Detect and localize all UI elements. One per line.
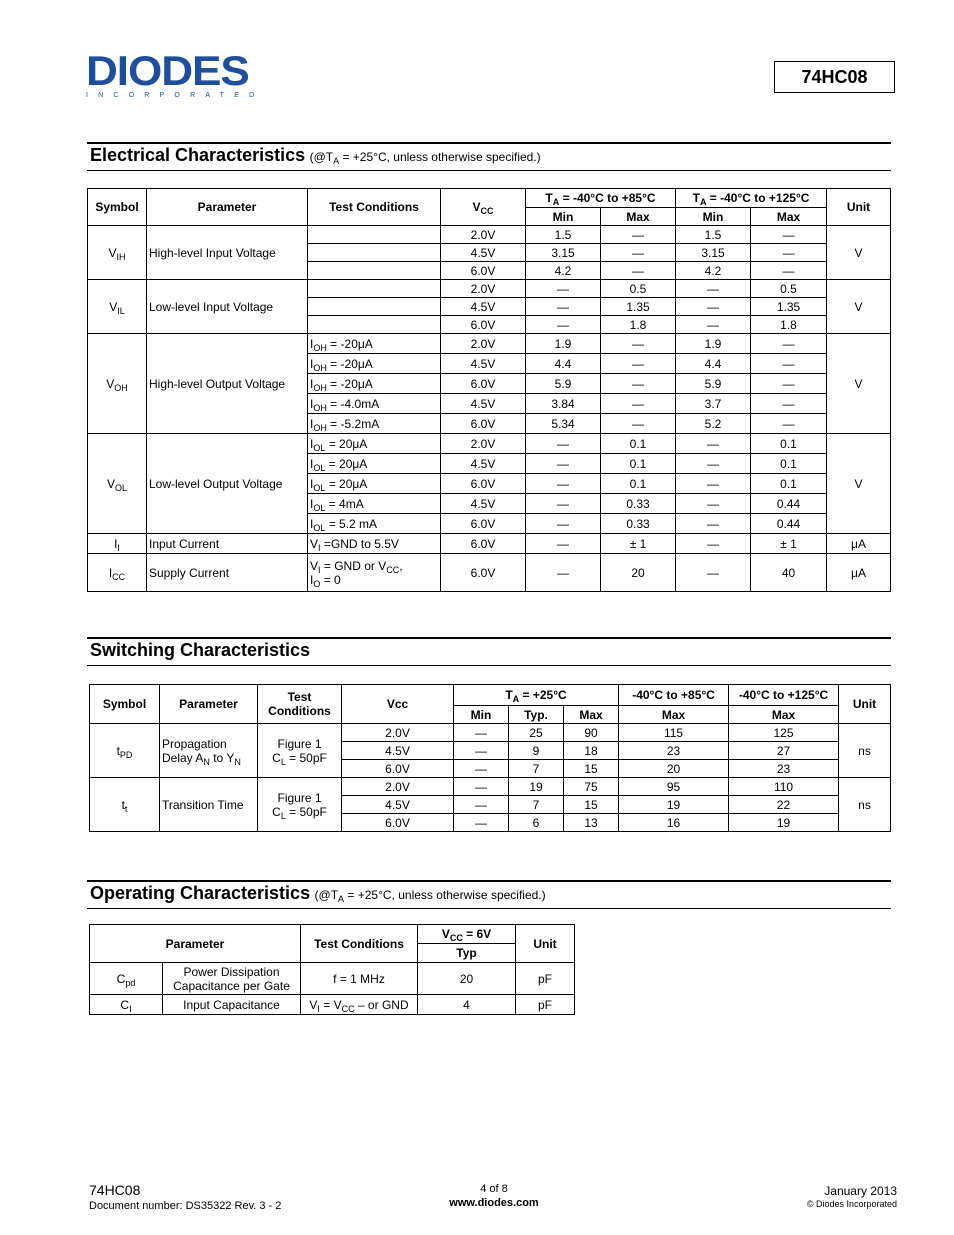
electrical-table (87, 188, 891, 592)
value-cell: 1.8 (601, 316, 676, 334)
sw-col-unit: Unit (839, 685, 891, 724)
condition-cell: $I_{OH} = -4.0mA$ (308, 394, 441, 414)
symbol-cell: $t_{PD}$ (90, 724, 160, 778)
electrical-subtitle: ($@T_A = +25^\circ C$, unless otherwise specified.) (309, 150, 541, 166)
parameter-cell: Power Dissipation Capacitance per Gate (163, 963, 301, 995)
vcc-cell: 6.0V (441, 262, 526, 280)
value-cell: — (751, 244, 827, 262)
value-cell: — (526, 514, 601, 534)
value-cell: 90 (564, 724, 619, 742)
switching-table (89, 684, 891, 832)
unit-cell: pF (516, 963, 575, 995)
operating-title: Operating Characteristics (90, 883, 311, 903)
value-cell: 1.35 (601, 298, 676, 316)
condition-cell (308, 244, 441, 262)
footer-page: 4 of 8 (480, 1183, 508, 1195)
value-cell: — (454, 742, 509, 760)
parameter-cell: High-level Output Voltage (147, 334, 308, 434)
value-cell: 1.8 (751, 316, 827, 334)
value-cell: 4.2 (676, 262, 751, 280)
value-cell: — (526, 494, 601, 514)
vcc-cell: 4.5V (441, 454, 526, 474)
value-cell: — (526, 454, 601, 474)
value-cell: 15 (564, 796, 619, 814)
value-cell: 0.5 (601, 280, 676, 298)
value-cell: 115 (619, 724, 729, 742)
value-cell: 25 (509, 724, 564, 742)
unit-cell: V (827, 226, 891, 280)
vcc-cell: 4.5V (441, 298, 526, 316)
vcc-cell: 4.5V (441, 354, 526, 374)
footer-doc-number: Document number: DS35322 Rev. 3 - 2 (89, 1200, 282, 1212)
condition-cell (308, 316, 441, 334)
value-cell: — (751, 262, 827, 280)
value-cell: 0.1 (751, 454, 827, 474)
table-row (90, 963, 575, 995)
op-col-parameter: Parameter (90, 925, 301, 963)
vcc-cell: 6.0V (342, 814, 454, 832)
vcc-cell: 6.0V (441, 554, 526, 592)
value-cell: 40 (751, 554, 827, 592)
vcc-cell: 6.0V (441, 534, 526, 554)
table-row (88, 280, 891, 298)
vcc-cell: 2.0V (441, 226, 526, 244)
value-cell: — (454, 760, 509, 778)
operating-section-header (87, 880, 891, 909)
condition-cell: $I_{OL} = 20\mu A$ (308, 454, 441, 474)
condition-cell: $V_I$ = GND or $V_{CC}$, $I_O = 0$ (308, 554, 441, 592)
value-cell: 18 (564, 742, 619, 760)
value-cell: 0.44 (751, 514, 827, 534)
value-cell: — (526, 280, 601, 298)
condition-cell: $I_{OH} = -20\mu A$ (308, 334, 441, 354)
vcc-cell: 6.0V (441, 474, 526, 494)
value-cell: 4.4 (526, 354, 601, 374)
value-cell: — (676, 494, 751, 514)
vcc-cell: 6.0V (342, 760, 454, 778)
col-symbol: Symbol (88, 189, 147, 226)
table-row (90, 724, 891, 742)
col-max-125: Max (751, 208, 827, 226)
value-cell: 23 (729, 760, 839, 778)
value-cell: ± 1 (751, 534, 827, 554)
value-cell: — (601, 394, 676, 414)
logo-wordmark: DIODES (86, 47, 249, 94)
vcc-cell: 6.0V (441, 374, 526, 394)
unit-cell: ns (839, 778, 891, 832)
value-cell: — (676, 298, 751, 316)
col-range-85: $T_A = -40^\circ C$ to +85°C (526, 189, 676, 208)
vcc-cell: 4.5V (441, 244, 526, 262)
value-cell: — (526, 298, 601, 316)
condition-cell: $I_{OL} = 4mA$ (308, 494, 441, 514)
value-cell: 19 (729, 814, 839, 832)
value-cell: — (751, 354, 827, 374)
value-cell: 19 (509, 778, 564, 796)
value-cell: 15 (564, 760, 619, 778)
condition-cell: $I_{OH} = -5.2mA$ (308, 414, 441, 434)
condition-cell: $I_{OL} = 20\mu A$ (308, 434, 441, 454)
parameter-cell: Supply Current (147, 554, 308, 592)
col-max-85: Max (601, 208, 676, 226)
value-cell: 20 (619, 760, 729, 778)
value-cell: 0.33 (601, 514, 676, 534)
symbol-cell: $t_t$ (90, 778, 160, 832)
op-col-vcc: $V_{CC} = 6V$ (418, 925, 516, 944)
vcc-cell: 6.0V (441, 316, 526, 334)
value-cell: 20 (418, 963, 516, 995)
symbol-cell: $I_{CC}$ (88, 554, 147, 592)
vcc-cell: 6.0V (441, 514, 526, 534)
symbol-cell: $V_{IL}$ (88, 280, 147, 334)
condition-cell: Figure 1 $C_L = 50pF$ (258, 778, 342, 832)
sw-col-max85: Max (619, 706, 729, 724)
value-cell: 7 (509, 796, 564, 814)
value-cell: — (601, 334, 676, 354)
value-cell: 125 (729, 724, 839, 742)
value-cell: 3.7 (676, 394, 751, 414)
value-cell: 0.33 (601, 494, 676, 514)
value-cell: 0.5 (751, 280, 827, 298)
sw-col-test-conditions: Test Conditions (258, 685, 342, 724)
op-col-test-conditions: Test Conditions (301, 925, 418, 963)
value-cell: 5.9 (676, 374, 751, 394)
vcc-cell: 6.0V (441, 414, 526, 434)
vcc-cell: 2.0V (441, 280, 526, 298)
switching-title: Switching Characteristics (90, 640, 311, 660)
value-cell: — (676, 474, 751, 494)
table-row (88, 554, 891, 592)
value-cell: — (601, 374, 676, 394)
value-cell: 27 (729, 742, 839, 760)
sw-col-parameter: Parameter (160, 685, 258, 724)
value-cell: 1.9 (676, 334, 751, 354)
value-cell: ± 1 (601, 534, 676, 554)
parameter-cell: Propagation Delay $A_N$ to $Y_N$ (160, 724, 258, 778)
value-cell: 5.34 (526, 414, 601, 434)
value-cell: — (526, 316, 601, 334)
sw-col-typ: Typ. (509, 706, 564, 724)
parameter-cell: High-level Input Voltage (147, 226, 308, 280)
switching-section-header (87, 637, 891, 666)
op-col-unit: Unit (516, 925, 575, 963)
value-cell: 20 (601, 554, 676, 592)
value-cell: — (601, 244, 676, 262)
table-row (88, 534, 891, 554)
value-cell: 3.84 (526, 394, 601, 414)
value-cell: 75 (564, 778, 619, 796)
value-cell: — (601, 414, 676, 434)
sw-col-ta25: $T_A = +25^\circ C$ (454, 685, 619, 706)
symbol-cell: $V_{OH}$ (88, 334, 147, 434)
value-cell: 3.15 (676, 244, 751, 262)
unit-cell: μA (827, 554, 891, 592)
value-cell: — (676, 434, 751, 454)
value-cell: 4.2 (526, 262, 601, 280)
vcc-cell: 4.5V (441, 494, 526, 514)
value-cell: — (526, 554, 601, 592)
condition-cell: $I_{OH} = -20\mu A$ (308, 374, 441, 394)
value-cell: 0.1 (751, 434, 827, 454)
unit-cell: μA (827, 534, 891, 554)
operating-table (89, 924, 575, 1015)
condition-cell (308, 262, 441, 280)
sw-col-symbol: Symbol (90, 685, 160, 724)
parameter-cell: Transition Time (160, 778, 258, 832)
col-min-85: Min (526, 208, 601, 226)
footer-part: 74HC08 (89, 1182, 141, 1198)
part-number-box: 74HC08 (774, 61, 895, 93)
value-cell: — (676, 454, 751, 474)
condition-cell (308, 280, 441, 298)
table-row (90, 778, 891, 796)
value-cell: — (676, 280, 751, 298)
parameter-cell: Low-level Output Voltage (147, 434, 308, 534)
value-cell: — (454, 796, 509, 814)
symbol-cell: $I_I$ (88, 534, 147, 554)
symbol-cell: $V_{IH}$ (88, 226, 147, 280)
value-cell: 1.5 (526, 226, 601, 244)
value-cell: 1.9 (526, 334, 601, 354)
value-cell: 0.44 (751, 494, 827, 514)
symbol-cell: $V_{OL}$ (88, 434, 147, 534)
condition-cell: $I_{OL} = 5.2$ mA (308, 514, 441, 534)
value-cell: 0.1 (601, 454, 676, 474)
sw-col-min: Min (454, 706, 509, 724)
table-row (88, 226, 891, 244)
parameter-cell: Input Capacitance (163, 995, 301, 1015)
value-cell: 6 (509, 814, 564, 832)
condition-cell: Figure 1 $C_L = 50pF$ (258, 724, 342, 778)
sw-col-max125: Max (729, 706, 839, 724)
value-cell: — (751, 334, 827, 354)
condition-cell (308, 226, 441, 244)
col-parameter: Parameter (147, 189, 308, 226)
diodes-logo (86, 47, 265, 99)
value-cell: 110 (729, 778, 839, 796)
value-cell: 5.9 (526, 374, 601, 394)
vcc-cell: 2.0V (342, 724, 454, 742)
sw-col-r85: -40°C to +85°C (619, 685, 729, 706)
col-min-125: Min (676, 208, 751, 226)
value-cell: — (601, 354, 676, 374)
value-cell: 3.15 (526, 244, 601, 262)
value-cell: — (601, 226, 676, 244)
table-row (90, 995, 575, 1015)
value-cell: 22 (729, 796, 839, 814)
col-unit: Unit (827, 189, 891, 226)
vcc-cell: 2.0V (441, 334, 526, 354)
footer-date: January 2013 (824, 1184, 897, 1198)
unit-cell: V (827, 434, 891, 534)
col-range-125: $T_A = -40^\circ C$ to +125°C (676, 189, 827, 208)
condition-cell: $I_{OL} = 20\mu A$ (308, 474, 441, 494)
condition-cell: $I_{OH} = -20\mu A$ (308, 354, 441, 374)
sw-col-max: Max (564, 706, 619, 724)
footer-url[interactable]: www.diodes.com (449, 1197, 539, 1209)
value-cell: 95 (619, 778, 729, 796)
table-row (88, 434, 891, 454)
condition-cell (308, 298, 441, 316)
condition-cell: $V_I = V_{CC}$ – or GND (301, 995, 418, 1015)
unit-cell: V (827, 280, 891, 334)
value-cell: — (526, 534, 601, 554)
value-cell: 4 (418, 995, 516, 1015)
parameter-cell: Input Current (147, 534, 308, 554)
value-cell: 13 (564, 814, 619, 832)
vcc-cell: 4.5V (342, 796, 454, 814)
value-cell: 1.35 (751, 298, 827, 316)
vcc-cell: 2.0V (342, 778, 454, 796)
value-cell: — (526, 474, 601, 494)
table-row (88, 334, 891, 354)
col-vcc: $V_{CC}$ (441, 189, 526, 226)
value-cell: 4.4 (676, 354, 751, 374)
unit-cell: V (827, 334, 891, 434)
col-test-conditions: Test Conditions (308, 189, 441, 226)
value-cell: 19 (619, 796, 729, 814)
vcc-cell: 4.5V (441, 394, 526, 414)
value-cell: — (751, 414, 827, 434)
parameter-cell: Low-level Input Voltage (147, 280, 308, 334)
condition-cell: $V_I =GND$ to 5.5V (308, 534, 441, 554)
value-cell: — (676, 514, 751, 534)
value-cell: 23 (619, 742, 729, 760)
value-cell: — (454, 778, 509, 796)
value-cell: — (751, 226, 827, 244)
op-col-typ: Typ (418, 944, 516, 963)
electrical-title: Electrical Characteristics (90, 145, 306, 165)
value-cell: 7 (509, 760, 564, 778)
value-cell: — (526, 434, 601, 454)
operating-subtitle: ($@T_A = +25^\circ C$, unless otherwise specified.) (314, 888, 546, 904)
vcc-cell: 2.0V (441, 434, 526, 454)
electrical-section-header (87, 142, 891, 171)
value-cell: 9 (509, 742, 564, 760)
symbol-cell: $C_{pd}$ (90, 963, 163, 995)
footer-copyright: © Diodes Incorporated (806, 1199, 897, 1209)
value-cell: — (751, 394, 827, 414)
value-cell: — (751, 374, 827, 394)
sw-col-r125: -40°C to +125°C (729, 685, 839, 706)
value-cell: — (676, 554, 751, 592)
vcc-cell: 4.5V (342, 742, 454, 760)
value-cell: — (676, 534, 751, 554)
logo-subtitle: INCORPORATED (86, 92, 265, 99)
value-cell: 0.1 (601, 474, 676, 494)
value-cell: 0.1 (751, 474, 827, 494)
value-cell: — (454, 724, 509, 742)
unit-cell: pF (516, 995, 575, 1015)
unit-cell: ns (839, 724, 891, 778)
value-cell: — (601, 262, 676, 280)
value-cell: 5.2 (676, 414, 751, 434)
symbol-cell: $C_I$ (90, 995, 163, 1015)
condition-cell: f = 1 MHz (301, 963, 418, 995)
value-cell: — (454, 814, 509, 832)
sw-col-vcc: Vcc (342, 685, 454, 724)
value-cell: 1.5 (676, 226, 751, 244)
value-cell: — (676, 316, 751, 334)
value-cell: 0.1 (601, 434, 676, 454)
value-cell: 16 (619, 814, 729, 832)
